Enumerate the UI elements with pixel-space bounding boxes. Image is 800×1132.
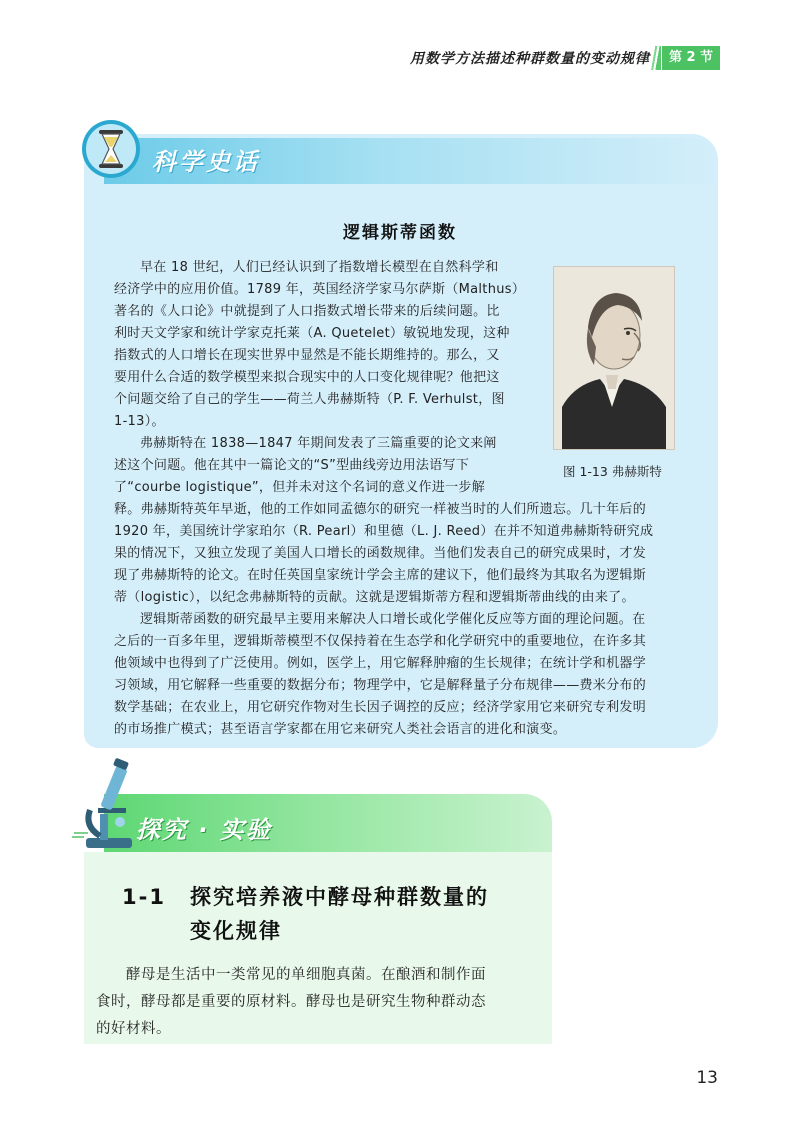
text-line: 现了弗赫斯特的论文。在时任英国皇家统计学会主席的建议下，他们最终为其取名为逻辑斯 [114,568,647,583]
text-line: 1920 年，美国统计学家珀尔（R. Pearl）和里德（L. J. Reed）在并不知道弗赫斯特研究成 [114,524,654,539]
text-line: 利时天文学家和统计学家克托莱（A. Quetelet）敏锐地发现，这种 [114,326,510,341]
section-tab: 第 2 节 [662,46,720,70]
hourglass-icon [80,118,142,180]
explore-experiment-heading: 探究 · 实验 [136,816,272,844]
text-line: 指数式的人口增长在现实世界中显然是不能长期维持的。那么，又 [114,348,500,363]
text-line: 的市场推广模式；甚至语言学家都在用它来研究人类社会语言的进化和演变。 [114,722,567,737]
text-line: 习领域，用它解释一些重要的数据分布；物理学中，它是解释量子分布规律——费米分布的 [114,678,647,693]
text-line: 早在 18 世纪，人们已经认识到了指数增长模型在自然科学和 [140,260,499,275]
text-line: 1-13）。 [114,414,165,429]
experiment-intro-paragraph [96,962,536,1043]
text-line: 数学基础；在农业上，用它研究作物对生长因子调控的反应；经济学家用它来研究专利发明 [114,700,647,715]
experiment-title-line1: 探究培养液中酵母种群数量的 [190,885,489,909]
experiment-title-line2: 变化规律 [190,919,282,943]
text-line: 要用什么合适的数学模型来拟合现实中的人口变化规律呢？他把这 [114,370,500,385]
text-line: 之后的一百多年里，逻辑斯蒂模型不仅保持着在生态学和化学研究中的重要地位，在许多其 [114,634,647,649]
experiment-heading [122,880,489,948]
experiment-number: 1-1 [122,885,166,909]
text-line: 的好材料。 [96,1021,171,1037]
text-line: 果的情况下，又独立发现了美国人口增长的函数规律。当他们发表自己的研究成果时，才发 [114,546,647,561]
page-number: 13 [696,1068,718,1088]
history-paragraph-1 [114,257,538,433]
history-paragraph-2-start [114,433,538,499]
verhulst-portrait [553,266,675,450]
science-history-heading: 科学史话 [152,148,260,176]
chapter-header-title: 用数学方法描述种群数量的变动规律 [410,51,650,67]
text-line: 他领域中也得到了广泛使用。例如，医学上，用它解释肿瘤的生长规律；在统计学和机器学 [114,656,647,671]
text-line: 弗赫斯特在 1838—1847 年期间发表了三篇重要的论文来阐 [140,436,497,451]
text-line: 酵母是生活中一类常见的单细胞真菌。在酿酒和制作面 [126,967,486,983]
microscope-icon [70,758,144,854]
figure-caption: 图 1-13 弗赫斯特 [563,464,662,479]
text-line: 逻辑斯蒂函数的研究最早主要用来解决人口增长或化学催化反应等方面的理论问题。在 [140,612,646,627]
text-line: 食时，酵母都是重要的原材料。酵母也是研究生物种群动态 [96,994,486,1010]
text-line: 蒂（logistic），以纪念弗赫斯特的贡献。这就是逻辑斯蒂方程和逻辑斯蒂曲线的由来了。 [114,590,635,605]
text-line: 著名的《人口论》中就提到了人口指数式增长带来的后续问题。比 [114,304,500,319]
text-line: 述这个问题。他在其中一篇论文的“S”型曲线旁边用法语写下 [114,458,470,473]
history-paragraph-2-cont [114,499,694,609]
article-title: 逻辑斯蒂函数 [343,223,457,243]
text-line: 经济学中的应用价值。1789 年，英国经济学家马尔萨斯（Malthus） [114,282,526,297]
text-line: 个问题交给了自己的学生——荷兰人弗赫斯特（P. F. Verhulst，图 [114,392,505,407]
history-paragraph-3 [114,609,694,741]
header-decoration [651,46,661,70]
text-line: 释。弗赫斯特英年早逝，他的工作如同孟德尔的研究一样被当时的人们所遗忘。几十年后的 [114,502,647,517]
text-line: 了“courbe logistique”，但并未对这个名词的意义作进一步解 [114,480,486,495]
portrait-illustration [554,267,674,449]
